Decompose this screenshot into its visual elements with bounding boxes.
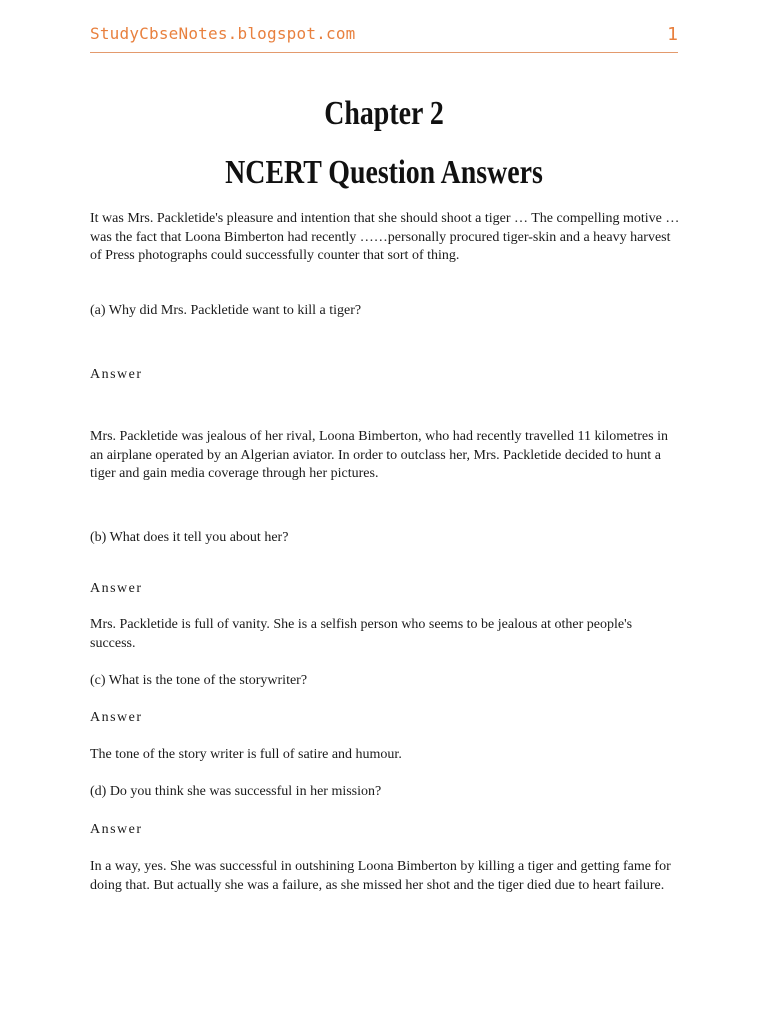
passage-text: It was Mrs. Packletide's pleasure and intention that she should shoot a tiger … The compelling motive …was the fact that Loona Bimberton had recently ……personally procured tiger-skin and a heavy harvest of Press photographs could successfully counter that sort of thing. — [90, 211, 680, 263]
question-c — [90, 672, 680, 691]
question-text: (a) Why did Mrs. Packletide want to kill a tiger? — [90, 303, 362, 318]
answer-text: Mrs. Packletide was jealous of her rival, Loona Bimberton, who had recently travelled 11 kilometres in an airplane operated by an Algerian aviator. In order to outclass her, Mrs. Packletide decided to hunt a tiger and gain media coverage through her pictures. — [90, 429, 668, 481]
question-text: (d) Do you think she was successful in her mission? — [90, 784, 382, 799]
site-link[interactable]: StudyCbseNotes.blogspot.com — [90, 24, 356, 43]
answer-label: Answer — [90, 367, 143, 382]
answer-text: Mrs. Packletide is full of vanity. She is a selfish person who seems to be jealous at other people's success. — [90, 617, 633, 651]
question-text: (c) What is the tone of the storywriter? — [90, 673, 308, 688]
answer-b-label — [90, 580, 680, 599]
answer-c — [90, 746, 680, 765]
question-b — [90, 529, 680, 548]
page-title: NCERT Question Answers — [225, 154, 543, 191]
answer-label: Answer — [90, 822, 143, 837]
answer-label: Answer — [90, 710, 143, 725]
answer-text: The tone of the story writer is full of satire and humour. — [90, 747, 402, 762]
page-number: 1 — [667, 24, 678, 45]
question-text: (b) What does it tell you about her? — [90, 530, 289, 545]
answer-a — [90, 428, 680, 484]
question-a — [90, 302, 680, 321]
answer-c-label — [90, 709, 680, 728]
chapter-title: Chapter 2 — [324, 95, 444, 132]
answer-a-label — [90, 366, 680, 385]
answer-b — [90, 616, 680, 653]
page-header — [90, 24, 678, 53]
answer-text: In a way, yes. She was successful in outshining Loona Bimberton by killing a tiger and getting fame for doing that. But actually she was a failure, as she missed her shot and the tiger died due to heart failure. — [90, 859, 671, 893]
question-d — [90, 783, 680, 802]
answer-label: Answer — [90, 581, 143, 596]
answer-d-label — [90, 821, 680, 840]
passage — [90, 210, 680, 266]
answer-d — [90, 858, 680, 895]
